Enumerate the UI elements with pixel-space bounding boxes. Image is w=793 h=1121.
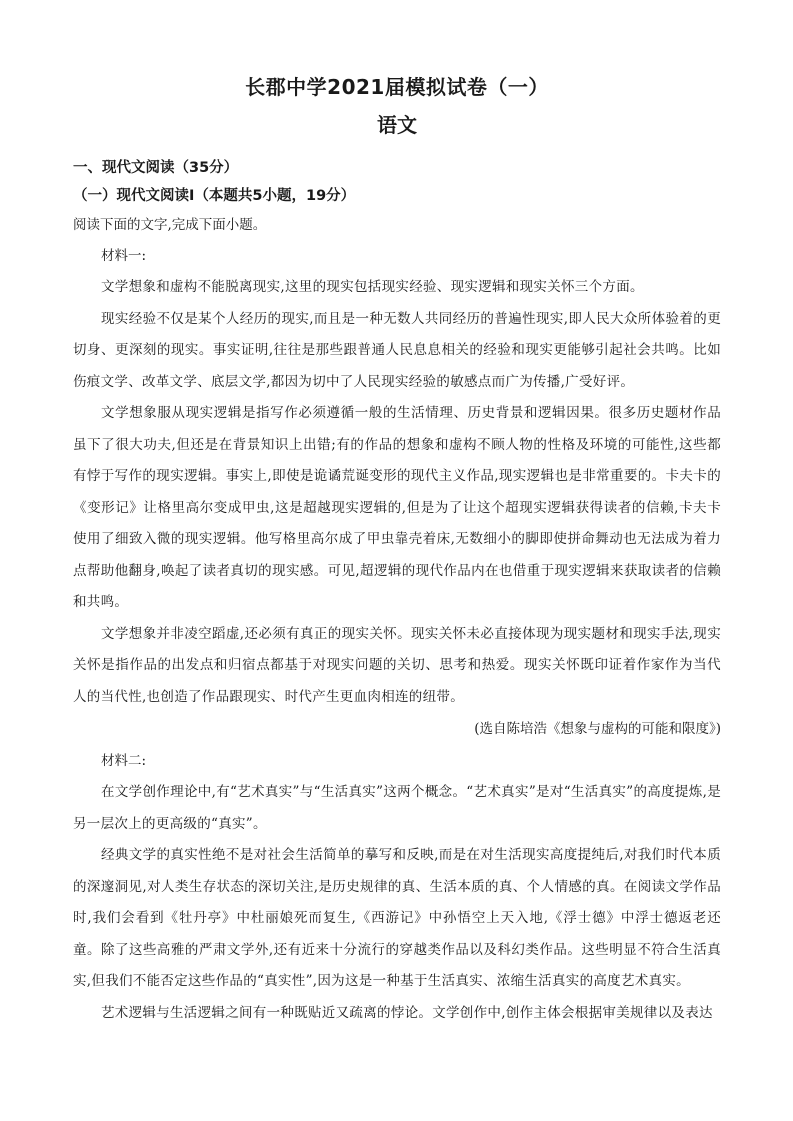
- material-1-paragraph: 现实经验不仅是某个人经历的现实,而且是一种无数人共同经历的普遍性现实,即人民大众所体验着的更切身、更深刻的现实。事实证明,往往是那些跟普通人民息息相关的经验和现实更能够引起社会共鸣。比如伤痕文学、改革文学、底层文学,都因为切中了人民现实经验的敏感点而广为传播,广受好评。: [73, 310, 721, 390]
- material-1-paragraph: 文学想象并非凌空蹈虚,还必须有真正的现实关怀。现实关怀未必直接体现为现实题材和现实手法,现实关怀是指作品的出发点和归宿点都基于对现实问题的关切、思考和热爱。现实关怀既印证着作家作为当代人的当代性,也创造了作品跟现实、时代产生更血肉相连的纽带。: [73, 625, 721, 705]
- sub-section-heading: （一）现代文阅读Ⅰ（本题共5小题，19分）: [73, 188, 356, 204]
- material-2-paragraph: 在文学创作理论中,有“艺术真实”与“生活真实”这两个概念。“艺术真实”是对“生活真实”的高度提炼,是另一层次上的更高级的“真实”。: [73, 784, 721, 832]
- material-2-label: 材料二:: [101, 753, 147, 769]
- material-1-label: 材料一:: [101, 248, 147, 264]
- reading-instruction: 阅读下面的文字,完成下面小题。: [73, 217, 267, 233]
- subject-title: 语文: [377, 113, 417, 137]
- material-1-paragraph: 文学想象服从现实逻辑是指写作必须遵循一般的生活情理、历史背景和逻辑因果。很多历史题材作品虽下了很大功夫,但还是在背景知识上出错;有的作品的想象和虚构不顾人物的性格及环境的可能性,这些都有悖于写作的现实逻辑。事实上,即使是诡谲荒诞变形的现代主义作品,现实逻辑也是非常重要的。卡夫卡的《变形记》让格里高尔变成甲虫,这是超越现实逻辑的,但是为了让这个超现实逻辑获得读者的信赖,卡夫卡使用了细致入微的现实逻辑。他写格里高尔成了甲虫靠壳着床,无数细小的脚即使拼命舞动也无法成为着力点帮助他翻身,唤起了读者真切的现实感。可见,超逻辑的现代作品内在也借重于现实逻辑来获取读者的信赖和共鸣。: [73, 405, 721, 610]
- material-1-paragraph: 文学想象和虚构不能脱离现实,这里的现实包括现实经验、现实逻辑和现实关怀三个方面。: [101, 279, 644, 295]
- material-2-paragraph: 艺术逻辑与生活逻辑之间有一种既贴近又疏离的悖论。文学创作中,创作主体会根据审美规律以及表达: [101, 1004, 713, 1021]
- section-heading: 一、现代文阅读（35分）: [73, 160, 239, 176]
- material-1-source: (选自陈培浩《想象与虚构的可能和限度》): [474, 721, 721, 737]
- exam-page: [73, 62, 721, 1029]
- material-2-paragraph: 经典文学的真实性绝不是对社会生活简单的摹写和反映,而是在对生活现实高度提纯后,对我们时代本质的深邃洞见,对人类生存状态的深切关注,是历史规律的真、生活本质的真、个人情感的真。在阅读文学作品时,我们会看到《牡丹亭》中杜丽娘死而复生,《西游记》中孙悟空上天入地,《浮士德》中浮士德返老还童。除了这些高雅的严肃文学外,还有近来十分流行的穿越类作品以及科幻类作品。这些明显不符合生活真实,但我们不能否定这些作品的“真实性”,因为这是一种基于生活真实、浓缩生活真实的高度艺术真实。: [73, 847, 721, 989]
- exam-title: 长郡中学2021届模拟试卷（一）: [245, 75, 549, 99]
